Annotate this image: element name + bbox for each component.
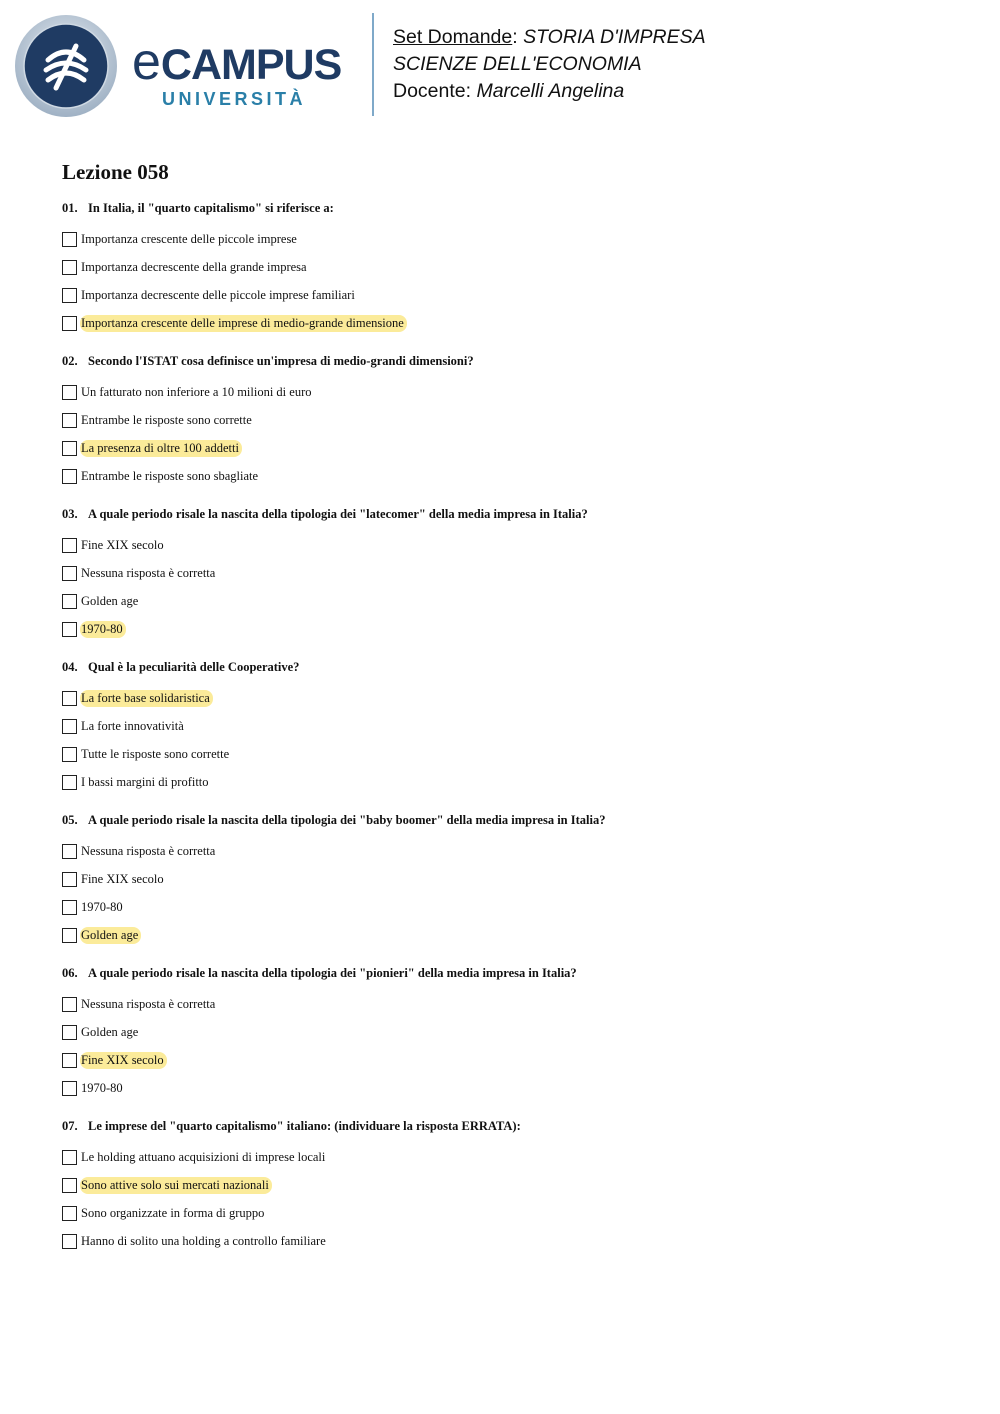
checkbox-icon[interactable] bbox=[62, 844, 77, 859]
answer-option[interactable]: 1970-80 bbox=[62, 1074, 962, 1102]
teacher-name: Marcelli Angelina bbox=[476, 80, 625, 102]
answer-option-highlighted[interactable]: Sono attive solo sui mercati nazionali bbox=[62, 1171, 962, 1199]
checkbox-icon[interactable] bbox=[62, 441, 77, 456]
question-text: 02. Secondo l'ISTAT cosa definisce un'impresa di medio-grandi dimensioni? bbox=[62, 354, 474, 368]
question-6 bbox=[62, 963, 962, 1102]
checkbox-icon[interactable] bbox=[62, 997, 77, 1012]
question-1 bbox=[62, 198, 962, 337]
checkbox-icon[interactable] bbox=[62, 928, 77, 943]
checkbox-icon[interactable] bbox=[62, 385, 77, 400]
checkbox-icon[interactable] bbox=[62, 900, 77, 915]
lesson-title: Lezione 058 bbox=[62, 160, 169, 184]
question-text: 06. A quale periodo risale la nascita della tipologia dei "pionieri" della media impresa in Italia? bbox=[62, 966, 577, 980]
checkbox-icon[interactable] bbox=[62, 1206, 77, 1221]
checkbox-icon[interactable] bbox=[62, 413, 77, 428]
checkbox-icon[interactable] bbox=[62, 1234, 77, 1249]
answer-option[interactable]: Fine XIX secolo bbox=[62, 531, 962, 559]
question-7 bbox=[62, 1116, 962, 1255]
answer-option[interactable]: Entrambe le risposte sono sbagliate bbox=[62, 462, 962, 490]
answer-option[interactable]: Entrambe le risposte sono corrette bbox=[62, 406, 962, 434]
answer-option[interactable]: La forte innovatività bbox=[62, 712, 962, 740]
checkbox-icon[interactable] bbox=[62, 622, 77, 637]
checkbox-icon[interactable] bbox=[62, 594, 77, 609]
teacher-label: Docente: bbox=[393, 80, 477, 102]
checkbox-icon[interactable] bbox=[62, 288, 77, 303]
answer-option[interactable]: Un fatturato non inferiore a 10 milioni di euro bbox=[62, 378, 962, 406]
answer-option-highlighted[interactable]: La forte base solidaristica bbox=[62, 684, 962, 712]
header-divider bbox=[372, 13, 374, 116]
checkbox-icon[interactable] bbox=[62, 566, 77, 581]
answer-option-highlighted[interactable]: Golden age bbox=[62, 921, 962, 949]
checkbox-icon[interactable] bbox=[62, 1150, 77, 1165]
faculty-name: SCIENZE DELL'ECONOMIA bbox=[393, 53, 642, 75]
answer-option[interactable]: Nessuna risposta è corretta bbox=[62, 837, 962, 865]
checkbox-icon[interactable] bbox=[62, 232, 77, 247]
answer-option[interactable]: Nessuna risposta è corretta bbox=[62, 990, 962, 1018]
brand-name: eCAMPUS bbox=[132, 33, 342, 91]
answer-option[interactable]: I bassi margini di profitto bbox=[62, 768, 962, 796]
course-name: STORIA D'IMPRESA bbox=[523, 26, 706, 48]
checkbox-icon[interactable] bbox=[62, 719, 77, 734]
answer-option[interactable]: Importanza decrescente delle piccole imprese familiari bbox=[62, 281, 962, 309]
checkbox-icon[interactable] bbox=[62, 469, 77, 484]
question-text: 01. In Italia, il "quarto capitalismo" si riferisce a: bbox=[62, 201, 334, 215]
question-text: 07. Le imprese del "quarto capitalismo" italiano: (individuare la risposta ERRATA): bbox=[62, 1119, 521, 1133]
checkbox-icon[interactable] bbox=[62, 316, 77, 331]
page-header bbox=[0, 0, 1000, 130]
course-info: Set Domande: STORIA D'IMPRESA SCIENZE DELL'ECONOMIA Docente: Marcelli Angelina bbox=[393, 26, 706, 102]
answer-option-highlighted[interactable]: 1970-80 bbox=[62, 615, 962, 643]
checkbox-icon[interactable] bbox=[62, 260, 77, 275]
question-set bbox=[62, 158, 962, 1269]
answer-option[interactable]: 1970-80 bbox=[62, 893, 962, 921]
answer-option[interactable]: Importanza decrescente della grande impresa bbox=[62, 253, 962, 281]
question-text: 03. A quale periodo risale la nascita della tipologia dei "latecomer" della media impresa in Italia? bbox=[62, 507, 588, 521]
answer-option-highlighted[interactable]: La presenza di oltre 100 addetti bbox=[62, 434, 962, 462]
checkbox-icon[interactable] bbox=[62, 747, 77, 762]
checkbox-icon[interactable] bbox=[62, 538, 77, 553]
question-text: 04. Qual è la peculiarità delle Cooperative? bbox=[62, 660, 300, 674]
checkbox-icon[interactable] bbox=[62, 1081, 77, 1096]
answer-option[interactable]: Nessuna risposta è corretta bbox=[62, 559, 962, 587]
question-5 bbox=[62, 810, 962, 949]
set-label: Set Domande bbox=[393, 26, 513, 48]
ecampus-logo-icon bbox=[14, 14, 118, 118]
answer-option[interactable]: Golden age bbox=[62, 587, 962, 615]
answer-option[interactable]: Le holding attuano acquisizioni di imprese locali bbox=[62, 1143, 962, 1171]
checkbox-icon[interactable] bbox=[62, 872, 77, 887]
answer-option[interactable]: Tutte le risposte sono corrette bbox=[62, 740, 962, 768]
checkbox-icon[interactable] bbox=[62, 1025, 77, 1040]
answer-option-highlighted[interactable]: Fine XIX secolo bbox=[62, 1046, 962, 1074]
answer-option[interactable]: Golden age bbox=[62, 1018, 962, 1046]
checkbox-icon[interactable] bbox=[62, 1053, 77, 1068]
question-3 bbox=[62, 504, 962, 643]
answer-option-highlighted[interactable]: Importanza crescente delle imprese di medio-grande dimensione bbox=[62, 309, 962, 337]
answer-option[interactable]: Importanza crescente delle piccole imprese bbox=[62, 225, 962, 253]
question-2 bbox=[62, 351, 962, 490]
question-text: 05. A quale periodo risale la nascita della tipologia dei "baby boomer" della media impresa in Italia? bbox=[62, 813, 606, 827]
answer-option[interactable]: Hanno di solito una holding a controllo familiare bbox=[62, 1227, 962, 1255]
brand-subtitle: UNIVERSITÀ bbox=[162, 89, 307, 109]
checkbox-icon[interactable] bbox=[62, 1178, 77, 1193]
checkbox-icon[interactable] bbox=[62, 775, 77, 790]
answer-option[interactable]: Sono organizzate in forma di gruppo bbox=[62, 1199, 962, 1227]
question-4 bbox=[62, 657, 962, 796]
checkbox-icon[interactable] bbox=[62, 691, 77, 706]
answer-option[interactable]: Fine XIX secolo bbox=[62, 865, 962, 893]
